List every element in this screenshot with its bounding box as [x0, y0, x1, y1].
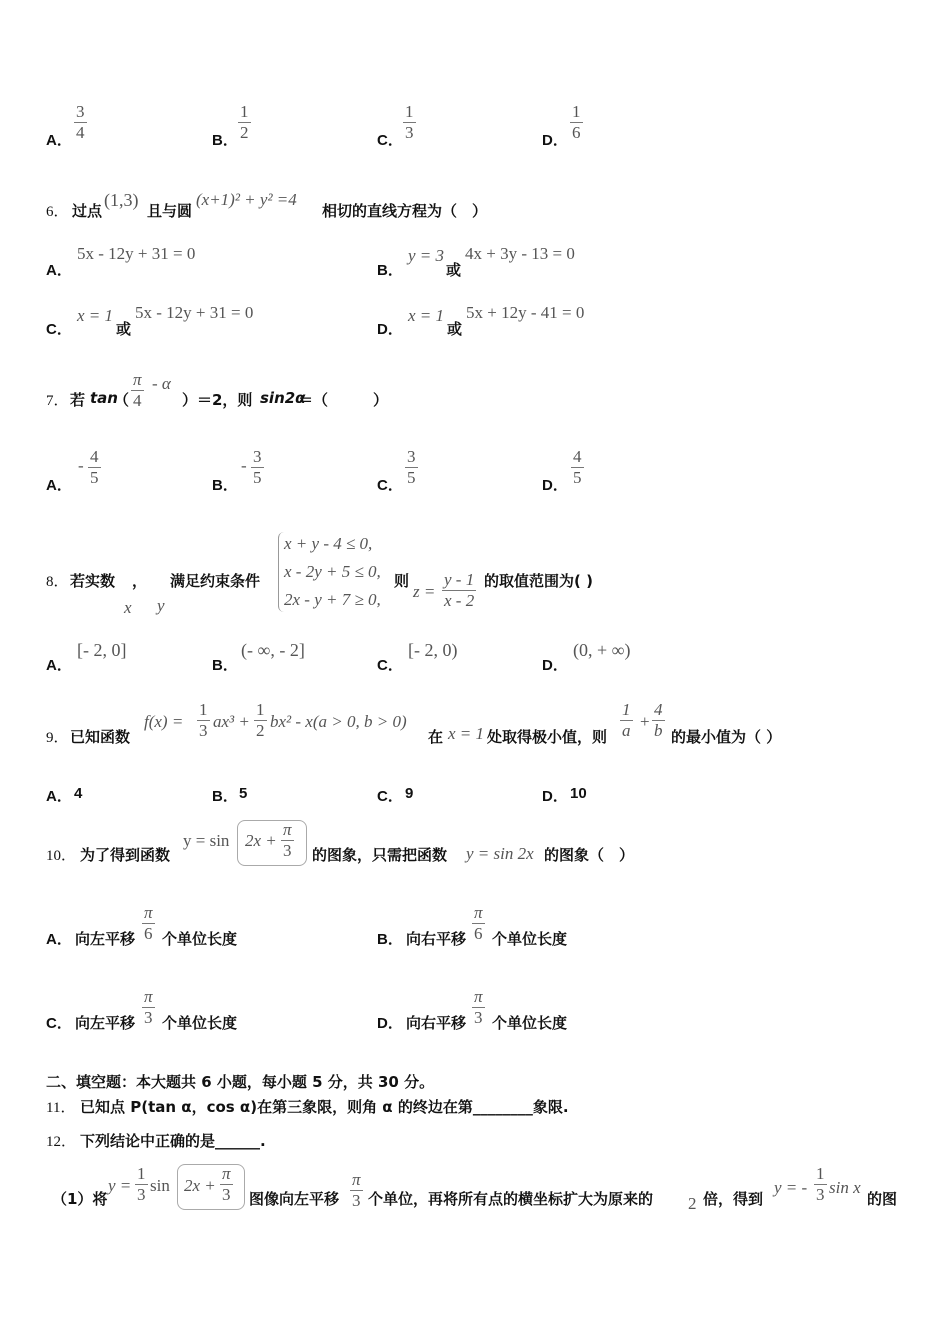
numerator: 1 [622, 700, 631, 719]
denominator: a [622, 721, 631, 740]
denominator: 3 [474, 1008, 483, 1027]
f-of-x: f(x) = [144, 712, 184, 731]
question-number: 6． [46, 204, 69, 220]
q7-option-d-label: D． [542, 477, 568, 494]
q8-option-c-label: C． [377, 657, 403, 674]
one-third [197, 700, 210, 741]
q6-option-d-expr1: x = 1 [408, 306, 445, 325]
q10-option-d-fraction [472, 987, 485, 1028]
pi-over-3 [350, 1170, 363, 1211]
denominator: 4 [76, 123, 85, 142]
numerator: π [144, 987, 153, 1006]
q7-option-b-label: B． [212, 477, 238, 494]
denominator: 3 [283, 841, 292, 860]
q9-option-c-label: C． [377, 788, 403, 805]
y-equals-sin2x: y = sin 2x [466, 844, 534, 863]
numerator: π [283, 820, 292, 839]
pi-over-3 [220, 1164, 233, 1205]
q10-option-c-fraction [142, 987, 155, 1028]
q8-option-b-label: B． [212, 657, 238, 674]
question-text: 的取值范围为( ) [484, 572, 593, 590]
math-tan: tan [90, 389, 118, 407]
question-text: 若实数 [70, 572, 116, 590]
q9-option-d-value: 10 [570, 785, 587, 802]
q5-option-a-fraction [74, 102, 87, 143]
q5-option-c-label: C． [377, 132, 403, 149]
factor-two: 2 [688, 1194, 697, 1213]
question-text: 的图象（ ） [544, 846, 635, 864]
question-text: 在 [428, 728, 444, 746]
x-equals-1: x = 1 [448, 724, 485, 743]
q8-option-b-expr: (- ∞, - 2] [241, 640, 305, 660]
q10-option-a-fraction [142, 903, 155, 944]
numerator: 4 [654, 700, 663, 719]
question-text: 为了得到函数 [80, 846, 171, 864]
numerator: 1 [240, 102, 249, 121]
denominator: 5 [407, 468, 416, 487]
bx-squared: bx² - x(a > 0, b > 0) [270, 712, 407, 731]
question-text: 相切的直线方程为（ ） [322, 202, 488, 220]
question-number: 11． [46, 1100, 76, 1116]
denominator: 3 [405, 123, 414, 142]
q10-option-b-label: B． [377, 931, 403, 948]
question-text: 过点 [72, 202, 103, 220]
numerator: 3 [253, 447, 262, 466]
pi-over-4 [131, 370, 144, 411]
denominator: 3 [199, 721, 208, 740]
denominator: 5 [573, 468, 582, 487]
q6-option-a-label: A． [46, 262, 72, 279]
q6-option-b-expr1: y = 3 [408, 246, 445, 265]
option-text: 个单位长度 [162, 930, 238, 948]
q5-option-b-fraction [238, 102, 251, 143]
q10-option-d-label: D． [377, 1015, 403, 1032]
arg-2x-plus: 2x + [184, 1176, 216, 1195]
numerator: π [133, 370, 142, 389]
question-number: 9． [46, 730, 69, 746]
denominator: 3 [137, 1185, 146, 1204]
q6-option-b-label: B． [377, 262, 403, 279]
q6-option-c-label: C． [46, 321, 72, 338]
option-text: 向左平移 [75, 930, 136, 948]
ax-cubed: ax³ + [213, 712, 250, 731]
y-equals: y = [108, 1176, 132, 1195]
question-text: 则 [394, 572, 410, 590]
section-title: 二、填空题：本大题共 6 小题，每小题 5 分，共 30 分。 [46, 1073, 435, 1091]
math-circle: (x+1)² + y² =4 [196, 190, 297, 209]
q9-option-a-label: A． [46, 788, 72, 805]
z-equals: z = [413, 582, 436, 601]
numerator: π [352, 1170, 361, 1189]
one-third [135, 1164, 148, 1205]
minus-sign: - [78, 456, 84, 475]
numerator: 4 [90, 447, 99, 466]
item-label: （1）将 [52, 1190, 108, 1208]
four-over-b [652, 700, 665, 741]
plus-sign: + [640, 712, 650, 731]
question-number: 12． [46, 1134, 77, 1150]
q10-option-a-label: A． [46, 931, 72, 948]
numerator: 1 [137, 1164, 146, 1183]
y-equals-minus: y = - [774, 1178, 808, 1197]
q6-option-a-expr: 5x - 12y + 31 = 0 [77, 244, 196, 263]
sin-x: sin x [829, 1178, 861, 1197]
minus-alpha: - α [152, 374, 171, 393]
option-text: 个单位长度 [162, 1014, 238, 1032]
question-text: 的图象，只需把函数 [312, 846, 448, 864]
arg-2x-plus: 2x + [245, 831, 277, 850]
math-point: (1,3) [104, 190, 139, 210]
q5-option-d-fraction [570, 102, 583, 143]
var-y: y [157, 596, 165, 615]
question-number: 8． [46, 574, 69, 590]
or-text: 或 [116, 320, 132, 338]
q5-option-d-label: D． [542, 132, 568, 149]
question-text: 且与圆 [147, 202, 193, 220]
denominator: 6 [474, 924, 483, 943]
q9-option-c-value: 9 [405, 785, 414, 802]
question-text: ）＝2，则 [182, 391, 253, 409]
option-text: 向左平移 [75, 1014, 136, 1032]
question-text: 已知函数 [70, 728, 131, 746]
math-sin2a: sin2α [260, 389, 306, 407]
var-x: x [124, 598, 132, 617]
item-text: 个单位，再将所有点的横坐标扩大为原来的 [368, 1190, 654, 1208]
constraint-3: 2x - y + 7 ≥ 0, [284, 590, 381, 609]
q7-option-c-label: C． [377, 477, 403, 494]
q7-option-c-fraction [405, 447, 418, 488]
numerator: 3 [407, 447, 416, 466]
q8-option-c-expr: [- 2, 0) [408, 640, 458, 660]
question-text: 的最小值为（ ） [671, 728, 782, 746]
q10-option-c-label: C． [46, 1015, 72, 1032]
q5-option-c-fraction [403, 102, 416, 143]
q10-option-b-fraction [472, 903, 485, 944]
q7-option-b-fraction [251, 447, 264, 488]
q8-option-a-label: A． [46, 657, 72, 674]
one-half [254, 700, 267, 741]
item-text: 的图 [867, 1190, 898, 1208]
q6-option-d-label: D． [377, 321, 403, 338]
q7-option-a-fraction [88, 447, 101, 488]
denominator: 3 [352, 1191, 361, 1210]
numerator: 4 [573, 447, 582, 466]
denominator: 2 [240, 123, 249, 142]
item-text: 图像向左平移 [249, 1190, 340, 1208]
or-text: 或 [447, 320, 463, 338]
denominator: 2 [256, 721, 265, 740]
z-fraction [442, 570, 476, 611]
numerator: y - 1 [444, 570, 475, 589]
option-text: 个单位长度 [492, 1014, 568, 1032]
numerator: π [222, 1164, 231, 1183]
numerator: 1 [256, 700, 265, 719]
numerator: 1 [572, 102, 581, 121]
or-text: 或 [446, 261, 462, 279]
q7-option-d-fraction [571, 447, 584, 488]
denominator: x - 2 [444, 591, 475, 610]
q8-option-a-expr: [- 2, 0] [77, 640, 127, 660]
question-text: 已知点 P(tan α，cos α)在第三象限，则角 α 的终边在第________象限. [80, 1098, 569, 1116]
comma: ， [132, 572, 148, 590]
denominator: b [654, 721, 663, 740]
denominator: 6 [572, 123, 581, 142]
numerator: 1 [816, 1164, 825, 1183]
one-third [814, 1164, 827, 1205]
numerator: π [474, 987, 483, 1006]
option-text: 个单位长度 [492, 930, 568, 948]
numerator: π [474, 903, 483, 922]
q9-option-d-label: D． [542, 788, 568, 805]
q5-option-b-label: B． [212, 132, 238, 149]
q8-option-d-expr: (0, + ∞) [573, 640, 631, 660]
pi-over-3 [281, 820, 294, 861]
option-text: 向右平移 [406, 1014, 467, 1032]
q6-option-c-expr2: 5x - 12y + 31 = 0 [135, 303, 254, 322]
numerator: 3 [76, 102, 85, 121]
q6-option-b-expr2: 4x + 3y - 13 = 0 [465, 244, 575, 263]
question-number: 7． [46, 393, 69, 409]
paren: （ [114, 391, 130, 409]
denominator: 3 [144, 1008, 153, 1027]
item-text: 倍，得到 [703, 1190, 764, 1208]
one-over-a [620, 700, 633, 741]
question-text: 处取得极小值，则 [487, 728, 608, 746]
q9-option-b-label: B． [212, 788, 238, 805]
denominator: 3 [816, 1185, 825, 1204]
denominator: 5 [90, 468, 99, 487]
y-equals-sin: y = sin [183, 831, 230, 850]
minus-sign: - [241, 456, 247, 475]
denominator: 4 [133, 391, 142, 410]
question-text: 满足约束条件 [170, 572, 261, 590]
numerator: π [144, 903, 153, 922]
q8-option-d-label: D． [542, 657, 568, 674]
q9-option-a-value: 4 [74, 785, 83, 802]
denominator: 3 [222, 1185, 231, 1204]
question-number: 10． [46, 848, 77, 864]
question-text: 若 [70, 391, 86, 409]
denominator: 5 [253, 468, 262, 487]
numerator: 1 [199, 700, 208, 719]
q6-option-c-expr1: x = 1 [77, 306, 114, 325]
constraint-1: x + y - 4 ≤ 0, [284, 534, 373, 553]
constraint-2: x - 2y + 5 ≤ 0, [284, 562, 381, 581]
q7-option-a-label: A． [46, 477, 72, 494]
q9-option-b-value: 5 [239, 785, 248, 802]
q5-option-a-label: A． [46, 132, 72, 149]
option-text: 向右平移 [406, 930, 467, 948]
q6-option-d-expr2: 5x + 12y - 41 = 0 [466, 303, 585, 322]
sin-text: sin [150, 1176, 170, 1195]
denominator: 6 [144, 924, 153, 943]
question-text: 下列结论中正确的是______. [80, 1132, 266, 1150]
question-text: ＝（ ） [298, 391, 389, 409]
numerator: 1 [405, 102, 414, 121]
